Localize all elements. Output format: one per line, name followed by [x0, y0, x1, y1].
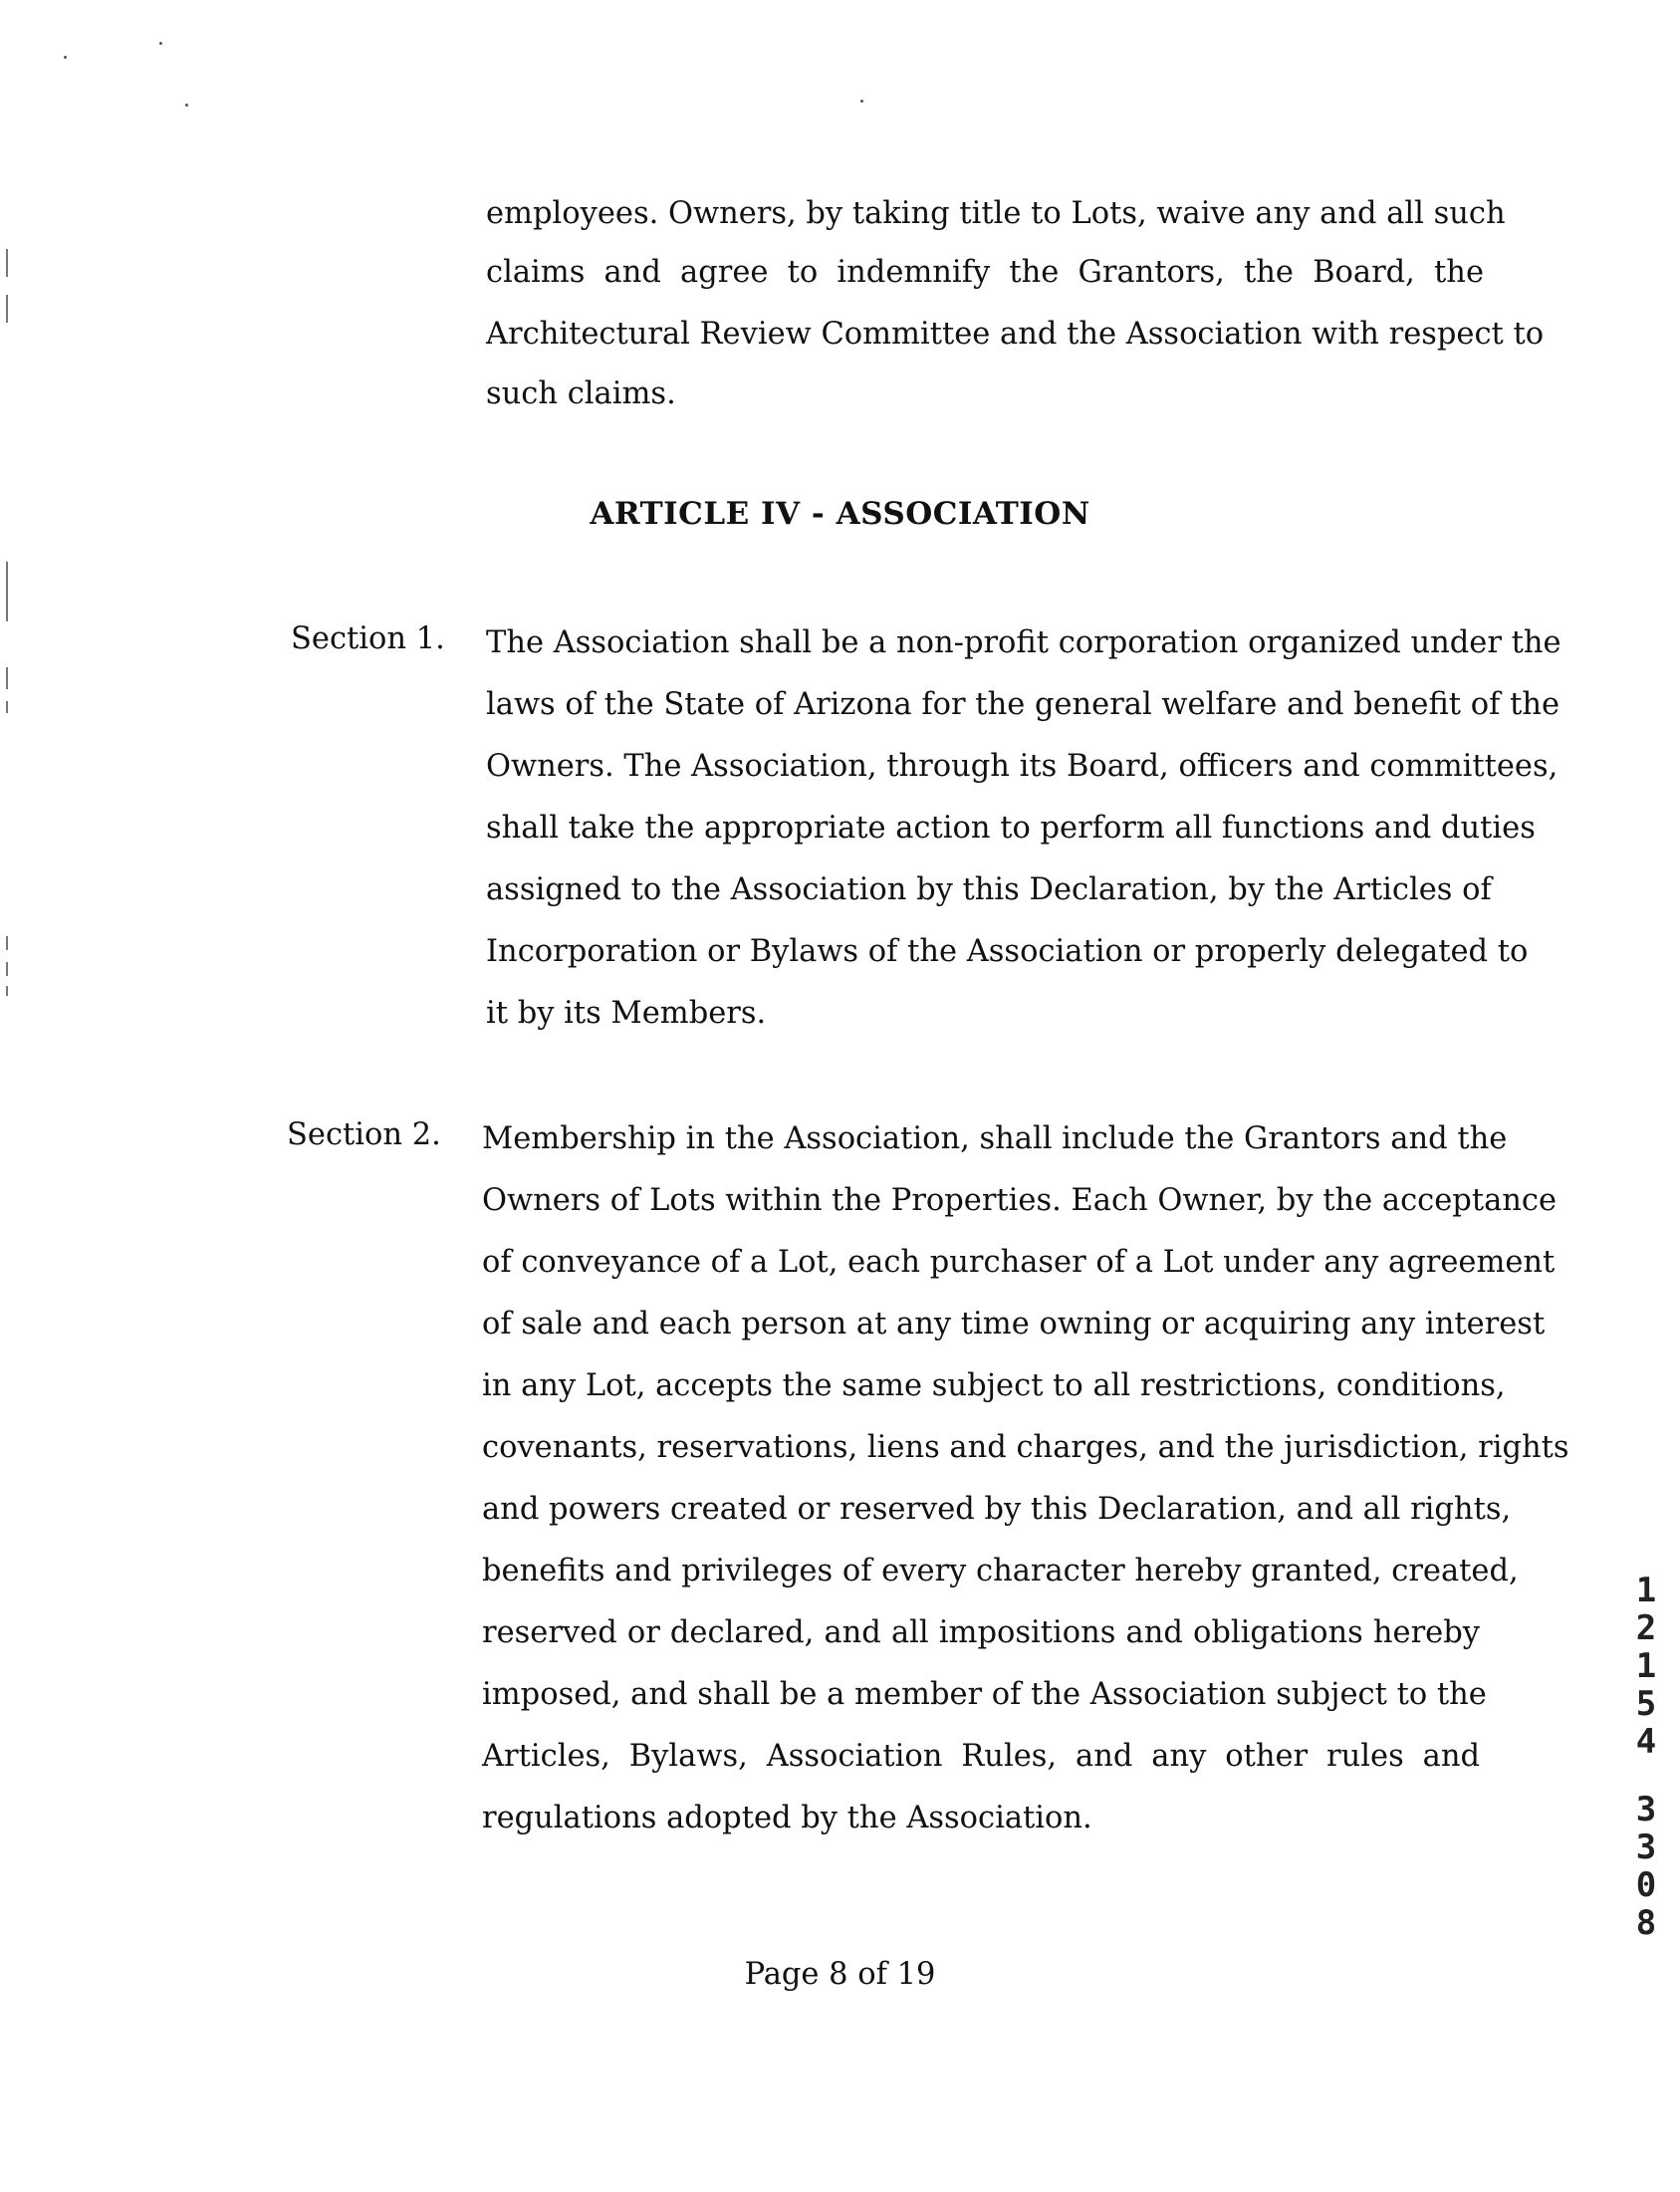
- paragraph-line: Owners. The Association, through its Board, officers and committees,: [486, 749, 1559, 784]
- stamp-gap: [1629, 1761, 1663, 1791]
- paragraph-line: Articles, Bylaws, Association Rules, and any other rules and: [482, 1739, 1480, 1774]
- paragraph-line: Membership in the Association, shall include the Grantors and the: [482, 1121, 1508, 1156]
- stamp-digit: 8: [1635, 1903, 1657, 1943]
- recording-stamp-number: [1629, 1572, 1663, 1942]
- paragraph-line: assigned to the Association by this Declaration, by the Articles of: [486, 872, 1492, 907]
- paragraph-line: laws of the State of Arizona for the general welfare and benefit of the: [486, 687, 1560, 722]
- paragraph-line: it by its Members.: [486, 996, 767, 1031]
- scan-margin-mark: [6, 249, 8, 277]
- stamp-digit: 5: [1635, 1684, 1657, 1724]
- stamp-digit: 0: [1635, 1865, 1657, 1905]
- scan-margin-mark: [6, 701, 8, 713]
- scan-speck: [64, 56, 67, 59]
- paragraph-line: and powers created or reserved by this Declaration, and all rights,: [482, 1492, 1512, 1527]
- paragraph-line: reserved or declared, and all impositions and obligations hereby: [482, 1615, 1480, 1650]
- scan-speck: [860, 100, 863, 103]
- article-heading-text: ARTICLE IV - ASSOCIATION: [590, 496, 1090, 532]
- paragraph-line: Architectural Review Committee and the Association with respect to: [486, 317, 1545, 352]
- paragraph-line: Incorporation or Bylaws of the Association or properly delegated to: [486, 934, 1529, 969]
- paragraph-line: of conveyance of a Lot, each purchaser of a Lot under any agreement: [482, 1245, 1556, 1280]
- stamp-digit: 3: [1635, 1827, 1657, 1867]
- paragraph-line: shall take the appropriate action to perform all functions and duties: [486, 811, 1536, 846]
- paragraph-line: The Association shall be a non-profit corporation organized under the: [486, 625, 1561, 660]
- scan-margin-mark: [6, 986, 8, 996]
- scan-speck: [185, 104, 188, 107]
- scan-margin-mark: [6, 936, 8, 950]
- paragraph-line: of sale and each person at any time owning or acquiring any interest: [482, 1307, 1546, 1341]
- section-1-label: Section 1.: [291, 621, 445, 656]
- paragraph-line: covenants, reservations, liens and charges, and the jurisdiction, rights: [482, 1430, 1569, 1465]
- stamp-digit: 2: [1635, 1608, 1657, 1648]
- paragraph-line: claims and agree to indemnify the Grantors, the Board, the: [486, 255, 1484, 290]
- scan-margin-mark: [6, 295, 8, 323]
- scan-margin-mark: [6, 667, 8, 689]
- stamp-digit: 1: [1635, 1646, 1657, 1686]
- scan-margin-mark: [6, 962, 8, 976]
- article-heading: [0, 496, 1680, 532]
- stamp-digit: 1: [1635, 1571, 1657, 1610]
- page-number: Page 8 of 19: [744, 1957, 936, 1992]
- stamp-digit: 3: [1635, 1790, 1657, 1829]
- section-2-label: Section 2.: [287, 1117, 441, 1152]
- paragraph-line: in any Lot, accepts the same subject to all restrictions, conditions,: [482, 1368, 1506, 1403]
- scan-speck: [159, 42, 162, 45]
- paragraph-line: Owners of Lots within the Properties. Each Owner, by the acceptance: [482, 1183, 1558, 1218]
- paragraph-line: employees. Owners, by taking title to Lots, waive any and all such: [486, 196, 1506, 231]
- paragraph-line: benefits and privileges of every character hereby granted, created,: [482, 1554, 1519, 1588]
- stamp-digit: 4: [1635, 1722, 1657, 1762]
- scan-margin-mark: [6, 562, 8, 621]
- paragraph-line: regulations adopted by the Association.: [482, 1801, 1092, 1835]
- paragraph-line: imposed, and shall be a member of the Association subject to the: [482, 1677, 1487, 1712]
- paragraph-line: such claims.: [486, 376, 676, 411]
